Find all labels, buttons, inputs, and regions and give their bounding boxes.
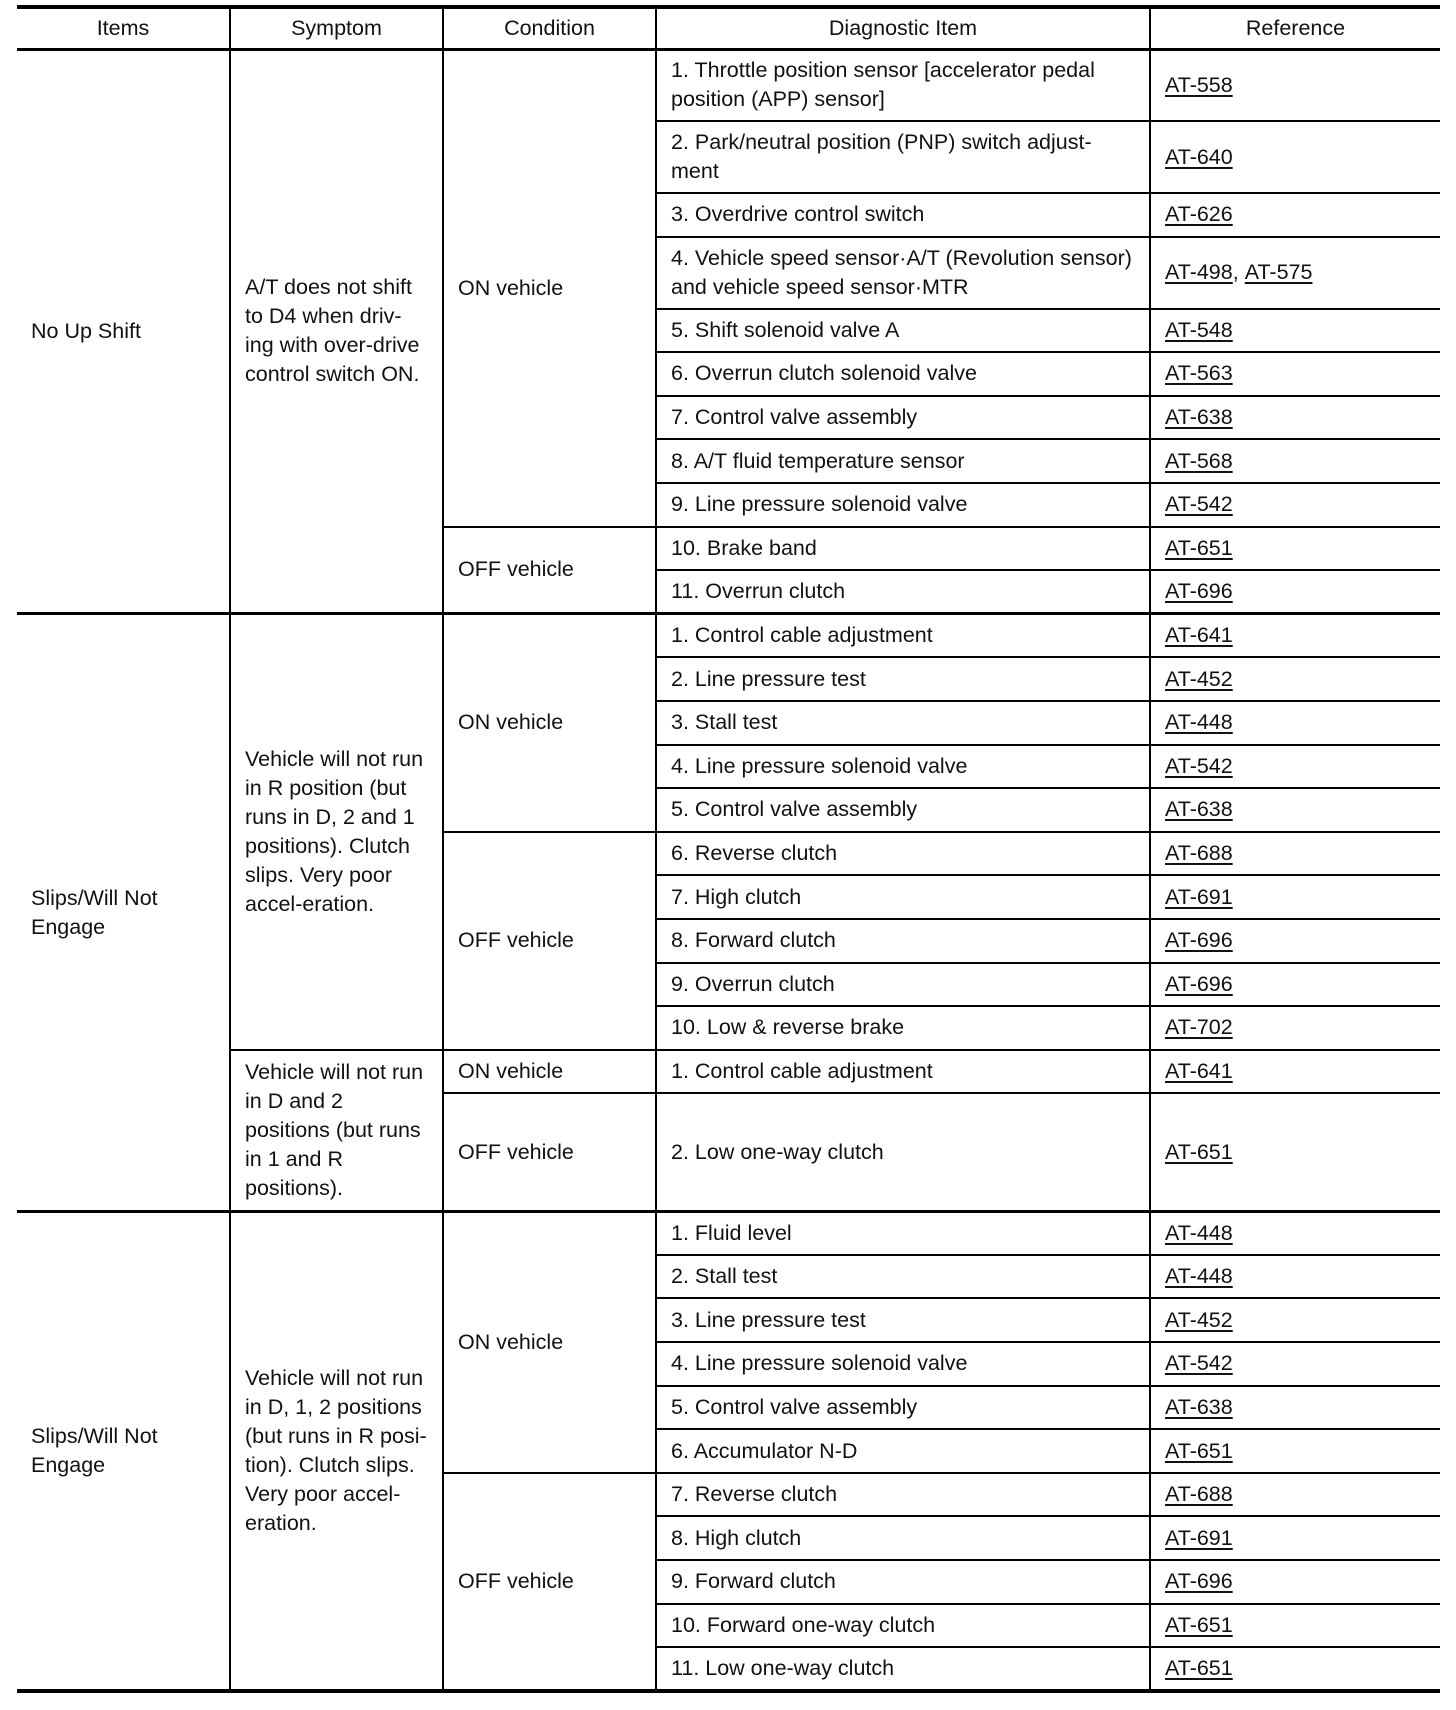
reference-link[interactable]: AT-548 [1165,317,1233,342]
item-cell: Slips/Will Not Engage [17,1211,230,1691]
reference-cell [1150,963,1440,1007]
header-row [17,7,1440,49]
reference-cell [1150,919,1440,963]
table-row [17,1211,1440,1255]
reference-link[interactable]: AT-542 [1165,1351,1233,1376]
reference-cell [1150,1386,1440,1430]
reference-link[interactable]: AT-651 [1165,535,1233,560]
diagnostic-item: 5. Control valve assembly [656,788,1150,832]
diagnostic-item: 8. High clutch [656,1516,1150,1560]
reference-link[interactable]: AT-696 [1165,1569,1233,1594]
reference-link[interactable]: AT-498 [1165,260,1233,285]
condition-cell: ON vehicle [443,49,656,527]
reference-link[interactable]: AT-448 [1165,1264,1233,1289]
reference-link[interactable]: AT-696 [1165,579,1233,604]
diagnostic-item: 10. Low & reverse brake [656,1006,1150,1050]
reference-cell [1150,1560,1440,1604]
reference-link[interactable]: AT-568 [1165,448,1233,473]
diagnostic-item: 4. Vehicle speed sensor·A/T (Revolution sensor) and vehicle speed sensor·MTR [656,237,1150,309]
reference-link[interactable]: AT-448 [1165,1220,1233,1245]
reference-link[interactable]: AT-696 [1165,971,1233,996]
diagnostic-item: 1. Throttle position sensor [accelerator pedal position (APP) sensor] [656,49,1150,121]
reference-cell [1150,1429,1440,1473]
diagnostic-item: 7. Control valve assembly [656,396,1150,440]
reference-link[interactable]: AT-452 [1165,1307,1233,1332]
header-reference: Reference [1150,7,1440,49]
item-cell: Slips/Will Not Engage [17,614,230,1212]
reference-link[interactable]: AT-575 [1244,260,1313,285]
reference-link[interactable]: AT-651 [1165,1612,1233,1637]
reference-cell [1150,49,1440,121]
diagnostic-item: 9. Line pressure solenoid valve [656,483,1150,527]
diagnostic-item: 9. Overrun clutch [656,963,1150,1007]
reference-link[interactable]: AT-691 [1165,1525,1233,1550]
symptom-cell [230,49,443,614]
diagnostic-item: 2. Park/neutral position (PNP) switch adjust-ment [656,121,1150,193]
reference-link[interactable]: AT-542 [1165,753,1233,778]
diagnostic-item: 7. Reverse clutch [656,1473,1150,1517]
header-condition: Condition [443,7,656,49]
reference-link[interactable]: AT-638 [1165,797,1233,822]
reference-cell [1150,396,1440,440]
reference-cell [1150,1050,1440,1094]
reference-link[interactable]: AT-691 [1165,884,1233,909]
reference-cell [1150,527,1440,571]
reference-cell [1150,439,1440,483]
condition-cell: ON vehicle [443,614,656,832]
reference-cell [1150,1298,1440,1342]
reference-link[interactable]: AT-542 [1165,492,1233,517]
table-row [17,1050,1440,1094]
condition-cell: ON vehicle [443,1211,656,1473]
reference-cell [1150,1604,1440,1648]
diagnostic-item: 8. A/T fluid temperature sensor [656,439,1150,483]
condition-cell: OFF vehicle [443,832,656,1050]
reference-cell [1150,1342,1440,1386]
diagnostic-table [17,5,1440,1693]
diagnostic-item: 1. Control cable adjustment [656,1050,1150,1094]
condition-cell: ON vehicle [443,1050,656,1094]
symptom-cell: Vehicle will not run in D and 2 positions (but runs in 1 and R positions). [230,1050,443,1212]
diagnostic-item: 9. Forward clutch [656,1560,1150,1604]
reference-cell [1150,1255,1440,1299]
reference-cell [1150,657,1440,701]
reference-link[interactable]: AT-452 [1165,666,1233,691]
reference-cell: AT-498, AT-575 [1150,237,1440,309]
reference-link[interactable]: AT-640 [1165,144,1233,169]
diagnostic-table-page [17,5,1440,1693]
reference-cell [1150,745,1440,789]
item-cell: No Up Shift [17,49,230,614]
diagnostic-item: 5. Shift solenoid valve A [656,309,1150,353]
diagnostic-item: 7. High clutch [656,875,1150,919]
reference-cell [1150,309,1440,353]
reference-link[interactable]: AT-638 [1165,405,1233,430]
reference-link[interactable]: AT-563 [1165,361,1233,386]
reference-cell [1150,614,1440,658]
reference-link[interactable]: AT-651 [1165,1438,1233,1463]
condition-cell: OFF vehicle [443,1093,656,1211]
condition-cell: OFF vehicle [443,1473,656,1691]
diagnostic-item: 10. Forward one-way clutch [656,1604,1150,1648]
reference-cell [1150,875,1440,919]
header-items: Items [17,7,230,49]
reference-cell [1150,121,1440,193]
reference-cell [1150,701,1440,745]
reference-link[interactable]: AT-641 [1165,1058,1233,1083]
reference-cell [1150,1647,1440,1691]
symptom-text: A/T does not shift to D4 when driv-ing with over-drive control switch ON. [245,275,420,387]
reference-cell [1150,193,1440,237]
diagnostic-item: 3. Line pressure test [656,1298,1150,1342]
reference-cell [1150,1093,1440,1211]
diagnostic-item: 1. Fluid level [656,1211,1150,1255]
diagnostic-item: 8. Forward clutch [656,919,1150,963]
diagnostic-item: 1. Control cable adjustment [656,614,1150,658]
reference-link[interactable]: AT-638 [1165,1394,1233,1419]
diagnostic-item: 2. Line pressure test [656,657,1150,701]
reference-cell [1150,1473,1440,1517]
reference-link[interactable]: AT-641 [1165,623,1233,648]
reference-cell [1150,570,1440,614]
table-row [17,614,1440,658]
table-row [17,49,1440,121]
diagnostic-item: 2. Low one-way clutch [656,1093,1150,1211]
reference-cell [1150,788,1440,832]
reference-link[interactable]: AT-696 [1165,928,1233,953]
reference-link[interactable]: AT-626 [1165,202,1233,227]
diagnostic-item: 3. Stall test [656,701,1150,745]
reference-link[interactable]: AT-702 [1165,1015,1233,1040]
header-diagnostic-item: Diagnostic Item [656,7,1150,49]
diagnostic-item: 11. Low one-way clutch [656,1647,1150,1691]
reference-link[interactable]: AT-448 [1165,710,1233,735]
condition-cell: OFF vehicle [443,527,656,614]
reference-cell [1150,1211,1440,1255]
diagnostic-item: 5. Control valve assembly [656,1386,1150,1430]
header-symptom: Symptom [230,7,443,49]
diagnostic-item: 6. Overrun clutch solenoid valve [656,352,1150,396]
reference-cell [1150,1516,1440,1560]
reference-cell [1150,1006,1440,1050]
diagnostic-item: 2. Stall test [656,1255,1150,1299]
diagnostic-item: 10. Brake band [656,527,1150,571]
reference-cell [1150,352,1440,396]
diagnostic-item: 4. Line pressure solenoid valve [656,1342,1150,1386]
reference-link[interactable]: AT-558 [1165,72,1233,97]
reference-cell [1150,483,1440,527]
diagnostic-item: 4. Line pressure solenoid valve [656,745,1150,789]
reference-link[interactable]: AT-651 [1165,1139,1233,1164]
reference-link[interactable]: AT-688 [1165,841,1233,866]
diagnostic-item: 3. Overdrive control switch [656,193,1150,237]
reference-link[interactable]: AT-688 [1165,1482,1233,1507]
diagnostic-item: 6. Accumulator N-D [656,1429,1150,1473]
symptom-cell: Vehicle will not run in R position (but runs in D, 2 and 1 positions). Clutch slips. Very poor accel-eration. [230,614,443,1050]
symptom-cell: Vehicle will not run in D, 1, 2 positions (but runs in R posi-tion). Clutch slips. Very poor accel-eration. [230,1211,443,1691]
diagnostic-item: 6. Reverse clutch [656,832,1150,876]
reference-cell [1150,832,1440,876]
reference-link[interactable]: AT-651 [1165,1656,1233,1681]
diagnostic-item: 11. Overrun clutch [656,570,1150,614]
